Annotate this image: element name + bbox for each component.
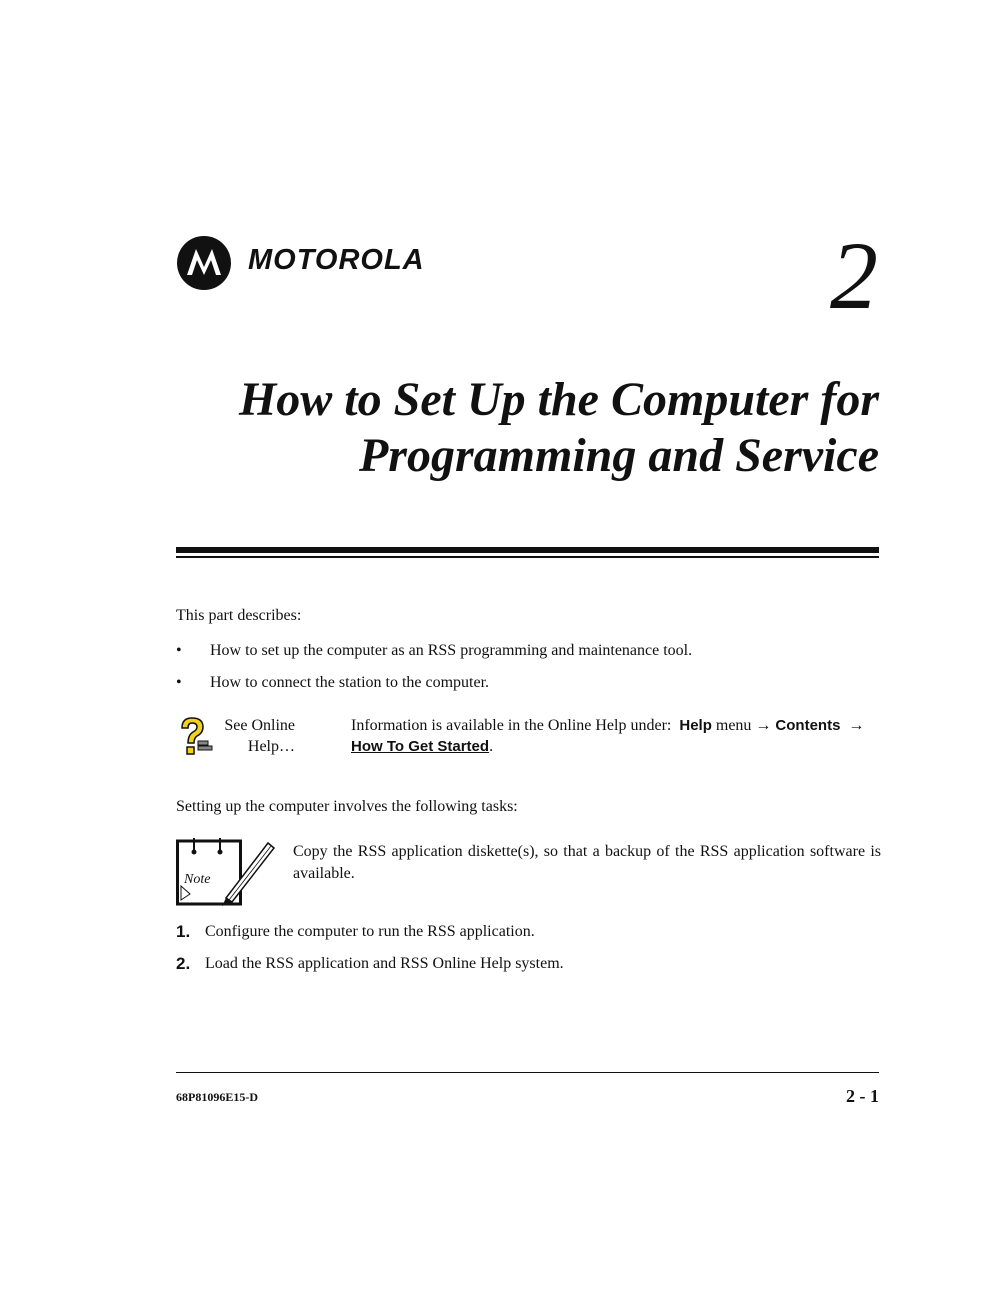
title-rule-thick (176, 547, 879, 553)
arrow-icon: → (755, 717, 772, 734)
step-number: 1. (176, 922, 191, 941)
page-number: 2 - 1 (846, 1086, 879, 1106)
bullet-marker: • (176, 642, 182, 659)
doc-number: 68P81096E15-D (176, 1090, 258, 1104)
help-menu-ref: Help (679, 717, 712, 734)
chapter-title-line2: Programming and Service (358, 429, 879, 482)
note-text: Copy the RSS application diskette(s), so that a backup of the RSS application software is available. (293, 843, 881, 882)
chapter-number: 2 (830, 222, 878, 329)
chapter-title (239, 372, 879, 484)
online-help-info: Information is available in the Online Help under: Help menu → Contents → How To Get Started. (351, 717, 865, 755)
step-text: Load the RSS application and RSS Online Help system. (205, 955, 564, 972)
step-text: Configure the computer to run the RSS application. (205, 923, 535, 940)
contents-ref: Contents (775, 717, 841, 734)
how-to-get-started-link[interactable]: How To Get Started (351, 738, 490, 755)
see-online-help-label: See Online Help… (224, 717, 295, 755)
note-icon-label: Note (184, 872, 211, 887)
footer-rule (176, 1072, 879, 1073)
tasks-intro-text: Setting up the computer involves the following tasks: (176, 798, 518, 815)
step-number: 2. (176, 954, 191, 973)
arrow-icon: → (848, 717, 865, 734)
question-help-icon (176, 716, 216, 760)
title-rule-thin (176, 556, 879, 558)
brand-name: MOTOROLA (248, 244, 425, 276)
motorola-logo-icon (176, 235, 232, 291)
bullet-item: How to connect the station to the computer. (210, 674, 490, 691)
bullet-item: How to set up the computer as an RSS programming and maintenance tool. (210, 642, 693, 659)
intro-text: This part describes: (176, 607, 302, 624)
bullet-marker: • (176, 674, 182, 691)
chapter-title-line1: How to Set Up the Computer for (238, 373, 879, 426)
note-pad-pencil-icon (176, 838, 276, 908)
